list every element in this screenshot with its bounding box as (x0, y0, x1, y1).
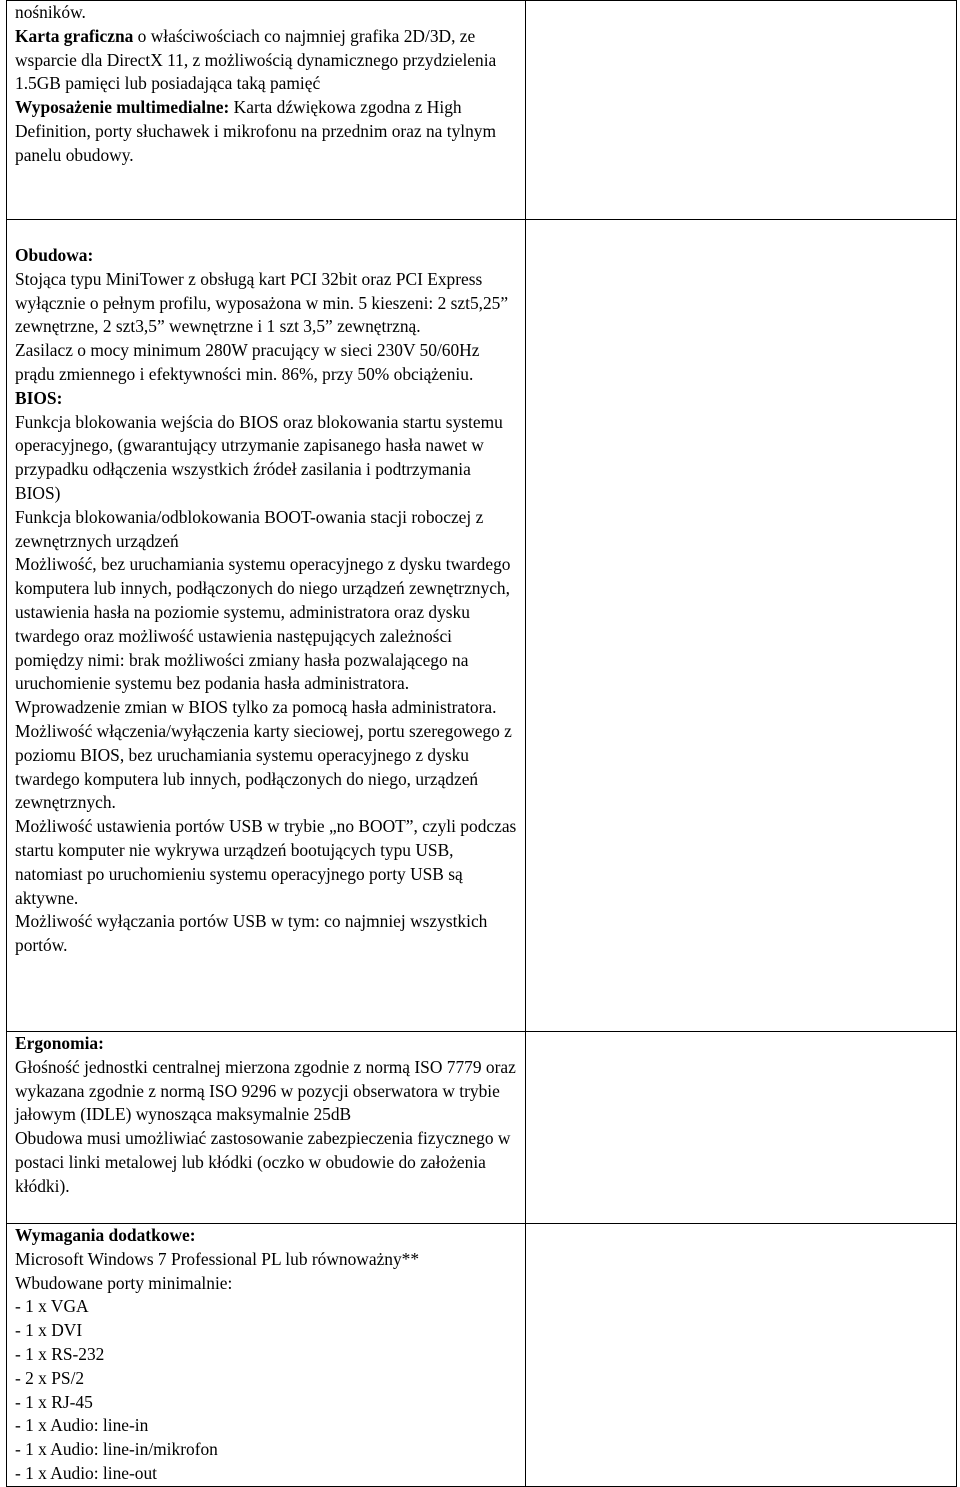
graphics-card-text: o właściwościach co najmniej grafika 2D/3D, ze wsparcie dla DirectX 11, z możliwością dynamicznego przydzielenia 1.5GB pamięci lub posiadająca taką pamięć (15, 25, 497, 94)
cell-offer (526, 1224, 957, 1487)
cell-description (7, 1224, 526, 1487)
table-row-case-bios (7, 220, 957, 1032)
port-item: - 1 x VGA (15, 1296, 89, 1317)
graphics-card-paragraph (15, 25, 519, 96)
bios-paragraph: Funkcja blokowania/odblokowania BOOT-owania stacji roboczej z zewnętrznych urządzeń (15, 506, 484, 551)
port-item: - 1 x RJ-45 (15, 1391, 93, 1412)
ergonomics-paragraph: Obudowa musi umożliwiać zastosowanie zabezpieczenia fizycznego w postaci linki metalowej lub kłódki (oczko w obudowie do założenia kłódki). (15, 1128, 511, 1196)
requirements-line: Microsoft Windows 7 Professional PL lub równoważny** (15, 1248, 420, 1269)
port-item: - 1 x Audio: line-in/mikrofon (15, 1439, 218, 1460)
bios-paragraph: Wprowadzenie zmian w BIOS tylko za pomocą hasła administratora. (15, 697, 497, 718)
port-item: - 2 x PS/2 (15, 1367, 85, 1388)
multimedia-heading: Wyposażenie multimedialne: (15, 97, 230, 118)
power-supply-paragraph: Zasilacz o mocy minimum 280W pracujący w sieci 230V 50/60Hz prądu zmiennego i efektywności min. 86%, przy 50% obciążeniu. (15, 340, 480, 384)
ergonomics-paragraph: Głośność jednostki centralnej mierzona zgodnie z normą ISO 7779 oraz wykazana zgodnie z normą ISO 9296 w pozycji obserwatora w trybie jałowym (IDLE) wynosząca maksymalnie 25dB (15, 1056, 516, 1125)
requirements-heading: Wymagania dodatkowe: (15, 1225, 196, 1245)
spacer (15, 220, 519, 244)
port-item: - 1 x Audio: line-in (15, 1415, 149, 1436)
bios-heading: BIOS: (15, 387, 63, 408)
cell-description (7, 1032, 526, 1224)
case-paragraph: Stojąca typu MiniTower z obsługą kart PCI 32bit oraz PCI Express wyłącznie o pełnym profilu, wyposażona w min. 5 kieszeni: 2 szt5,25” zewnętrzne, 2 szt3,5” wewnętrzne i 1 szt 3,5” zewnętrzną. (15, 268, 509, 337)
multimedia-paragraph (15, 96, 519, 167)
table-row-requirements (7, 1224, 957, 1487)
cell-offer (526, 1032, 957, 1224)
table-row-ergonomics (7, 1032, 957, 1224)
port-item: - 1 x RS-232 (15, 1343, 105, 1364)
cell-offer (526, 220, 957, 1032)
graphics-card-heading: Karta graficzna (15, 25, 134, 46)
bios-paragraph: Funkcja blokowania wejścia do BIOS oraz blokowania startu systemu operacyjnego, (gwarantujący utrzymanie zapisanego hasła nawet w przypadku odłączenia wszystkich źródeł zasilania i podtrzymania BIOS) (15, 411, 503, 503)
bios-paragraph: Możliwość włączenia/wyłączenia karty sieciowej, portu szeregowego z poziomu BIOS, bez uruchamiania systemu operacyjnego z dysku twardego komputera lub innych, podłączonych do niego, urządzeń zewnętrznych. (15, 720, 512, 813)
cell-description (7, 1, 526, 220)
bios-paragraph: Możliwość, bez uruchamiania systemu operacyjnego z dysku twardego komputera lub innych, podłączonych do niego urządzeń zewnętrznych, ustawienia hasła na poziomie systemu, administratora oraz dysku twardego oraz możliwość ustawienia następujących zależności pomiędzy nimi: brak możliwości zmiany hasła pozwalającego na uruchomienie systemu bez podania hasła administratora. (15, 554, 511, 694)
multimedia-text: Karta dźwiękowa zgodna z High Definition, porty słuchawek i mikrofonu na przednim oraz na tylnym panelu obudowy. (15, 97, 497, 165)
ergonomics-heading: Ergonomia: (15, 1033, 104, 1053)
cell-description (7, 220, 526, 1032)
bios-paragraph: Możliwość ustawienia portów USB w trybie „no BOOT”, czyli podczas startu komputer nie wykrywa urządzeń bootujących typu USB, natomiast po uruchomieniu systemu operacyjnego porty USB są aktywne. (15, 816, 517, 908)
bios-paragraph: Możliwość wyłączania portów USB w tym: co najmniej wszystkich portów. (15, 911, 488, 956)
table-row-graphics (7, 1, 957, 220)
text-fragment: nośników. (15, 2, 86, 22)
case-heading: Obudowa: (15, 245, 94, 265)
cell-offer (526, 1, 957, 220)
port-item: - 1 x DVI (15, 1320, 83, 1341)
port-item: - 1 x Audio: line-out (15, 1462, 158, 1483)
specification-table (6, 0, 957, 1487)
requirements-line: Wbudowane porty minimalnie: (15, 1272, 233, 1293)
